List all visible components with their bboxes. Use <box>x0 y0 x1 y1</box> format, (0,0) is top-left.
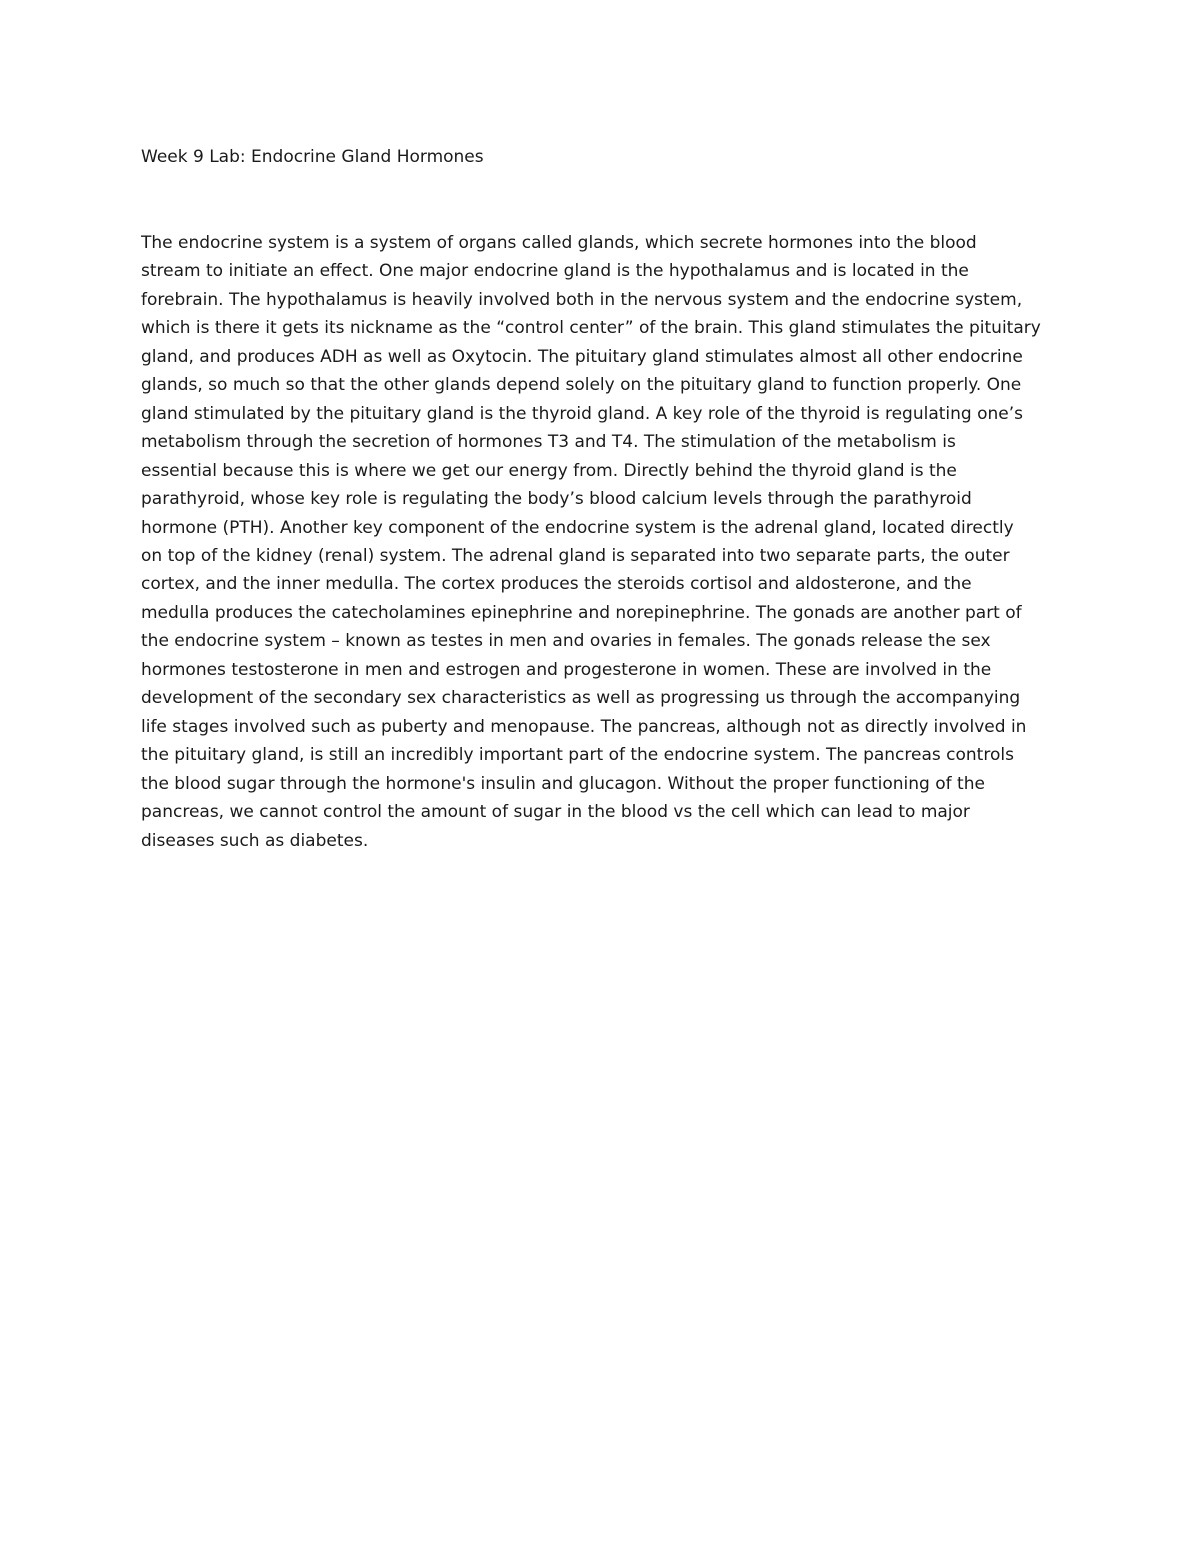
paragraph-line: The endocrine system is a system of organs called glands, which secrete hormones into the blood <box>141 233 977 253</box>
paragraph-line: cortex, and the inner medulla. The cortex produces the steroids cortisol and aldosterone, and the <box>141 574 972 595</box>
paragraph-line: medulla produces the catecholamines epinephrine and norepinephrine. The gonads are another part of <box>141 602 1022 623</box>
paragraph-line: the blood sugar through the hormone's insulin and glucagon. Without the proper functioning of the <box>141 773 985 794</box>
paragraph-line: the pituitary gland, is still an incredibly important part of the endocrine system. The pancreas controls <box>141 745 1014 766</box>
paragraph-line: on top of the kidney (renal) system. The adrenal gland is separated into two separate parts, the outer <box>141 545 1010 566</box>
paragraph-line: forebrain. The hypothalamus is heavily involved both in the nervous system and the endocrine system, <box>141 289 1023 310</box>
paragraph-line: hormones testosterone in men and estrogen and progesterone in women. These are involved in the <box>141 659 992 680</box>
paragraph-line: essential because this is where we get our energy from. Directly behind the thyroid gland is the <box>141 460 957 481</box>
paragraph-line: which is there it gets its nickname as the “control center” of the brain. This gland stimulates the pituitary <box>141 318 1041 339</box>
paragraph-line: the endocrine system – known as testes in men and ovaries in females. The gonads release the sex <box>141 631 991 652</box>
paragraph-line: diseases such as diabetes. <box>141 830 369 851</box>
paragraph-line: parathyroid, whose key role is regulating the body’s blood calcium levels through the parathyroid <box>141 489 972 510</box>
paragraph-line: life stages involved such as puberty and menopause. The pancreas, although not as directly involved in <box>141 716 1027 737</box>
paragraph-line: glands, so much so that the other glands depend solely on the pituitary gland to function properly. One <box>141 375 1022 396</box>
document-title: Week 9 Lab: Endocrine Gland Hormones <box>141 147 484 167</box>
paragraph-line: hormone (PTH). Another key component of the endocrine system is the adrenal gland, located directly <box>141 517 1014 538</box>
paragraph-line: stream to initiate an effect. One major endocrine gland is the hypothalamus and is located in the <box>141 261 969 282</box>
paragraph-line: gland stimulated by the pituitary gland is the thyroid gland. A key role of the thyroid is regulating one’s <box>141 403 1023 424</box>
paragraph-line: development of the secondary sex characteristics as well as progressing us through the accompanying <box>141 688 1021 709</box>
paragraph-line: metabolism through the secretion of hormones T3 and T4. The stimulation of the metabolism is <box>141 432 956 453</box>
document-body-paragraph <box>141 229 1061 855</box>
paragraph-line: gland, and produces ADH as well as Oxytocin. The pituitary gland stimulates almost all other endocrine <box>141 346 1023 367</box>
paragraph-line: pancreas, we cannot control the amount of sugar in the blood vs the cell which can lead to major <box>141 802 970 823</box>
